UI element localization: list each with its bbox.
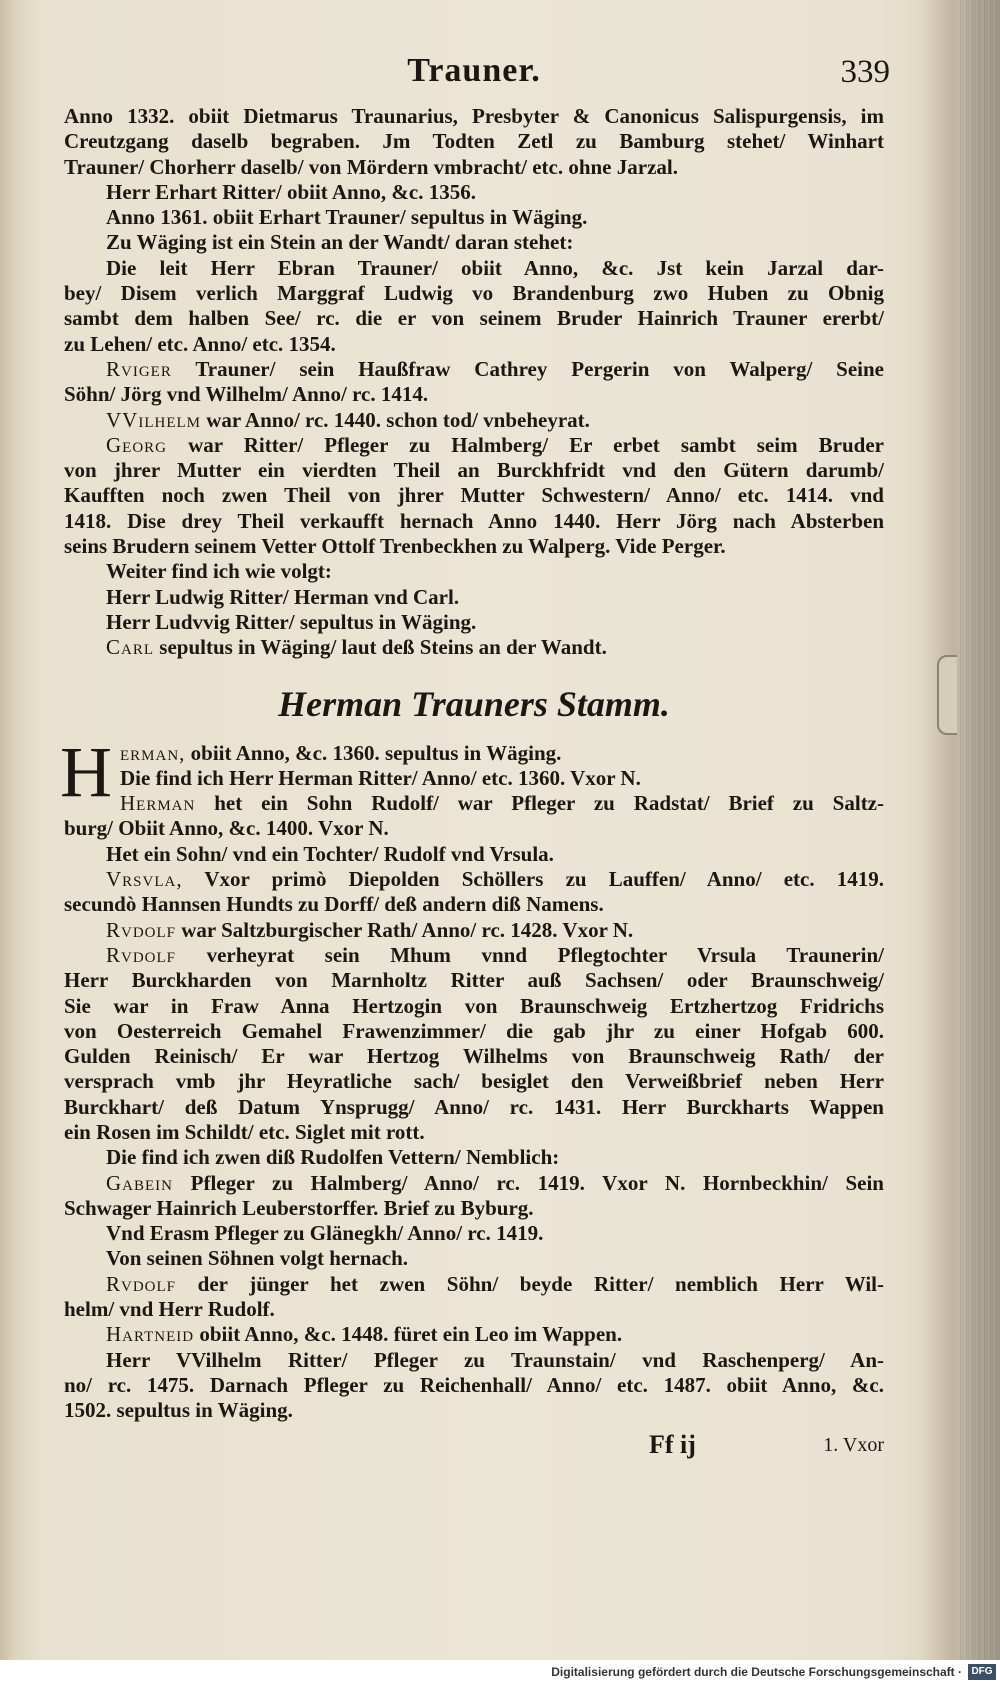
line-text: sambt dem halben See/ rc. die er von seinem Bruder Hainrich Trauner ererbt/ xyxy=(64,306,884,331)
dfg-notice: Digitalisierung gefördert durch die Deutsche Forschungsgemeinschaft · xyxy=(551,1665,962,1679)
line-text: 1502. sepultus in Wäging. xyxy=(64,1398,293,1423)
line-text: Creutzgang daselb begraben. Jm Todten Zetl zu Bamburg stehet/ Winhart xyxy=(64,129,884,154)
text-line xyxy=(64,585,884,610)
text-line xyxy=(64,458,884,483)
text-line xyxy=(64,943,884,968)
text-line xyxy=(64,306,884,331)
text-line xyxy=(64,534,884,559)
line-text: obiit Anno, &c. 1448. füret ein Leo im Wappen. xyxy=(194,1322,623,1347)
line-text: Gulden Reinisch/ Er war Hertzog Wilhelms von Braunschweig Rath/ der xyxy=(64,1044,884,1069)
text-line xyxy=(64,1044,884,1069)
text-line xyxy=(64,230,884,255)
line-text: Die leit Herr Ebran Trauner/ obiit Anno, &c. Jst kein Jarzal dar- xyxy=(106,255,884,280)
text-line xyxy=(64,1246,884,1271)
line-text: Herr Erhart Ritter/ obiit Anno, &c. 1356. xyxy=(106,179,476,204)
text-line xyxy=(64,1095,884,1120)
text-line xyxy=(64,1221,884,1246)
line-text: seins Brudern seinem Vetter Ottolf Trenbeckhen zu Walperg. Vide Perger. xyxy=(64,534,726,559)
line-text: Die find ich zwen diß Rudolfen Vettern/ Nemblich: xyxy=(106,1145,560,1170)
text-line xyxy=(64,1120,884,1145)
line-text: het ein Sohn Rudolf/ war Pfleger zu Radstat/ Brief zu Saltz- xyxy=(195,791,884,816)
text-line xyxy=(64,256,884,281)
small-caps-name: Rviger xyxy=(106,356,172,381)
line-text: der jünger het zwen Söhn/ beyde Ritter/ nemblich Herr Wil- xyxy=(176,1271,884,1296)
text-line xyxy=(64,1322,884,1347)
running-head xyxy=(64,52,890,104)
text-line xyxy=(64,918,884,943)
signature-mark: Ff ij xyxy=(649,1429,696,1459)
text-line xyxy=(64,1373,884,1398)
text-line xyxy=(64,766,884,791)
text-line xyxy=(64,1348,884,1373)
text-block-herman xyxy=(60,731,884,1424)
page-number: 339 xyxy=(840,54,890,90)
line-text: Zu Wäging ist ein Stein an der Wandt/ daran stehet: xyxy=(106,230,574,255)
text-line xyxy=(64,1196,884,1221)
page-footer xyxy=(64,1430,884,1460)
line-text: versprach vmb jhr Heyratliche sach/ besiglet den Verweißbrief neben Herr xyxy=(64,1069,884,1094)
text-line xyxy=(64,408,884,433)
line-text: Trauner/ Chorherr daselb/ von Mördern vmbracht/ etc. ohne Jarzal. xyxy=(64,154,678,179)
small-caps-name: Georg xyxy=(106,432,167,457)
line-text: helm/ vnd Herr Rudolf. xyxy=(64,1297,275,1322)
drop-cap: H xyxy=(60,731,112,812)
text-line xyxy=(64,509,884,534)
text-line xyxy=(64,155,884,180)
text-line xyxy=(64,205,884,230)
text-line xyxy=(64,281,884,306)
text-line xyxy=(64,842,884,867)
line-text: Herr Ludvvig Ritter/ sepultus in Wäging. xyxy=(106,609,477,634)
text-line xyxy=(64,994,884,1019)
text-line xyxy=(64,129,884,154)
small-caps-name: Rvdolf xyxy=(106,942,177,967)
book-clasp xyxy=(937,655,957,735)
small-caps-name: Vrsvla, xyxy=(106,867,183,892)
text-line xyxy=(64,483,884,508)
line-text: Vxor primò Diepolden Schöllers zu Lauffen/ Anno/ etc. 1419. xyxy=(182,867,884,892)
text-line xyxy=(64,610,884,635)
line-text: Schwager Hainrich Leuberstorffer. Brief zu Byburg. xyxy=(64,1195,534,1220)
line-text: Weiter find ich wie volgt: xyxy=(106,559,332,584)
line-text: Trauner/ sein Haußfraw Cathrey Pergerin von Walperg/ Seine xyxy=(171,356,884,381)
line-text: war Ritter/ Pfleger zu Halmberg/ Er erbet sambt seim Bruder xyxy=(167,432,884,457)
line-text: Sie war in Fraw Anna Hertzogin von Braunschweig Ertzhertzog Fridrichs xyxy=(64,993,884,1018)
text-line xyxy=(64,382,884,407)
text-line xyxy=(64,635,884,660)
text-line xyxy=(64,180,884,205)
small-caps-name: Rvdolf xyxy=(106,1271,177,1296)
text-line xyxy=(64,1019,884,1044)
running-title: Trauner. xyxy=(407,52,541,89)
line-text: obiit Anno, &c. 1360. sepultus in Wäging. xyxy=(185,740,562,765)
catchword: 1. Vxor xyxy=(823,1433,884,1456)
line-text: Het ein Sohn/ vnd ein Tochter/ Rudolf vnd Vrsula. xyxy=(106,841,554,866)
line-text: Herr Ludwig Ritter/ Herman vnd Carl. xyxy=(106,584,460,609)
text-line xyxy=(64,332,884,357)
text-line xyxy=(64,104,884,129)
line-text: bey/ Disem verlich Marggraf Ludwig vo Brandenburg zwo Huben zu Obnig xyxy=(64,281,884,306)
line-text: sepultus in Wäging/ laut deß Steins an der Wandt. xyxy=(154,635,607,660)
line-text: Burckhart/ deß Datum Ynsprugg/ Anno/ rc. 1431. Herr Burckharts Wappen xyxy=(64,1094,884,1119)
small-caps-name: Hartneid xyxy=(106,1322,195,1347)
line-text: Vnd Erasm Pfleger zu Glänegkh/ Anno/ rc. 1419. xyxy=(106,1221,544,1246)
section-title: Herman Trauners Stamm. xyxy=(278,683,670,724)
line-text: Anno 1361. obiit Erhart Trauner/ sepultus in Wäging. xyxy=(106,205,588,230)
small-caps-name: Rvdolf xyxy=(106,917,177,942)
line-text: Kaufften noch zwen Theil von jhrer Mutter Schwestern/ Anno/ etc. 1414. vnd xyxy=(64,483,884,508)
text-line xyxy=(64,1398,884,1423)
text-line xyxy=(64,559,884,584)
text-line xyxy=(64,433,884,458)
text-line xyxy=(64,357,884,382)
text-line xyxy=(64,1171,884,1196)
small-caps-name: Herman xyxy=(120,791,196,816)
text-line xyxy=(64,892,884,917)
dfg-logo: DFG xyxy=(968,1664,996,1680)
text-line xyxy=(64,816,884,841)
line-text: burg/ Obiit Anno, &c. 1400. Vxor N. xyxy=(64,816,389,841)
text-line xyxy=(64,867,884,892)
line-text: Anno 1332. obiit Dietmarus Traunarius, Presbyter & Canonicus Salispurgensis, im xyxy=(64,104,884,128)
text-line xyxy=(64,741,884,766)
line-text: Von seinen Söhnen volgt hernach. xyxy=(106,1246,409,1271)
line-text: war Saltzburgischer Rath/ Anno/ rc. 1428. Vxor N. xyxy=(176,917,634,942)
line-text: Die find ich Herr Herman Ritter/ Anno/ etc. 1360. Vxor N. xyxy=(120,765,641,790)
line-text: war Anno/ rc. 1440. schon tod/ vnbeheyrat. xyxy=(200,407,590,432)
text-line xyxy=(64,1145,884,1170)
text-line xyxy=(64,1069,884,1094)
line-text: 1418. Dise drey Theil verkaufft hernach Anno 1440. Herr Jörg nach Absterben xyxy=(64,508,884,533)
line-text: Pfleger zu Halmberg/ Anno/ rc. 1419. Vxor N. Hornbeckhin/ Sein xyxy=(173,1170,884,1195)
line-text: Herr Burckharden von Marnholtz Ritter auß Sachsen/ oder Braunschweig/ xyxy=(64,968,884,993)
small-caps-name: Gabein xyxy=(106,1170,173,1195)
text-line xyxy=(64,968,884,993)
page-edge-stack xyxy=(955,0,1000,1660)
digitization-bar xyxy=(0,1660,1000,1686)
line-text: Söhn/ Jörg vnd Wilhelm/ Anno/ rc. 1414. xyxy=(64,382,429,407)
text-line xyxy=(64,1272,884,1297)
line-text: zu Lehen/ etc. Anno/ etc. 1354. xyxy=(64,331,336,356)
line-text: Herr VVilhelm Ritter/ Pfleger zu Traunstain/ vnd Raschenperg/ An- xyxy=(106,1347,884,1372)
line-text: secundò Hannsen Hundts zu Dorff/ deß andern diß Namens. xyxy=(64,892,604,917)
small-caps-name: Carl xyxy=(106,635,155,660)
text-block-trauner xyxy=(64,104,884,661)
line-text: ein Rosen im Schildt/ etc. Siglet mit rott. xyxy=(64,1119,425,1144)
line-text: von jhrer Mutter ein vierdten Theil an Burckhfridt vnd den Gütern darumb/ xyxy=(64,458,884,483)
small-caps-name: VVilhelm xyxy=(106,407,201,432)
text-line xyxy=(64,791,884,816)
text-line xyxy=(64,1297,884,1322)
small-caps-name: erman, xyxy=(120,740,186,765)
page-content xyxy=(60,52,890,1460)
line-text: verheyrat sein Mhum vnnd Pflegtochter Vrsula Traunerin/ xyxy=(176,942,884,967)
line-text: no/ rc. 1475. Darnach Pfleger zu Reichenhall/ Anno/ etc. 1487. obiit Anno, &c. xyxy=(64,1372,884,1397)
line-text: von Oesterreich Gemahel Frawenzimmer/ die gab jhr zu einer Hofgab 600. xyxy=(64,1018,884,1043)
